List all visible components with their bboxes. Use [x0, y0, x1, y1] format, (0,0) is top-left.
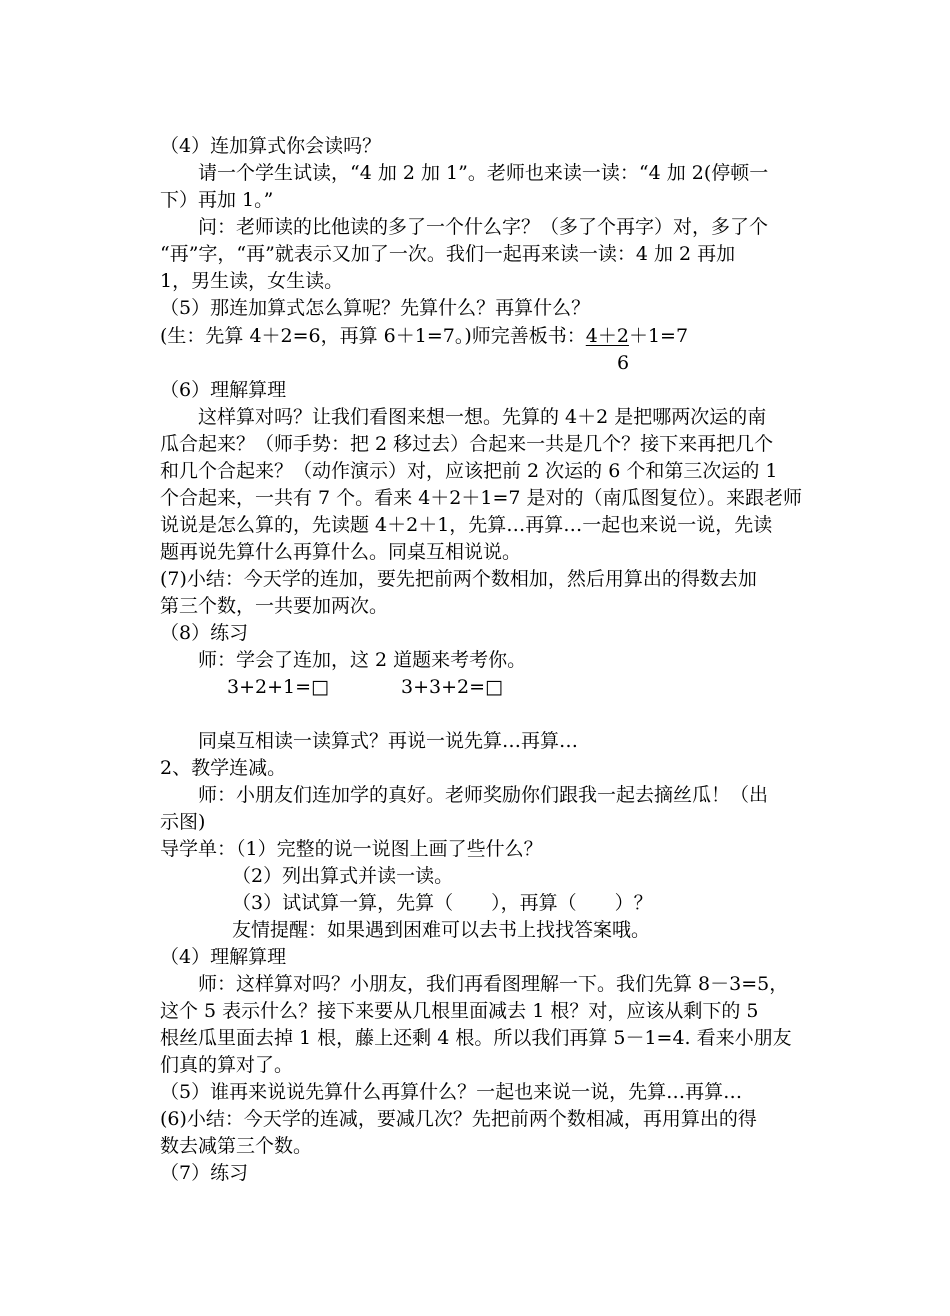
heading-5-compute: （5）那连加算式怎么算呢？先算什么？再算什么？: [160, 297, 591, 319]
paragraph-line: 说说是怎么算的，先读题 4＋2＋1，先算…再算…一起也来说一说，先读: [160, 514, 773, 536]
friendly-reminder: 友情提醒：如果遇到困难可以去书上找找答案哦。: [232, 919, 651, 941]
intermediate-result: 6: [617, 352, 630, 374]
heading-6-reasoning: （6）理解算理: [160, 379, 287, 401]
guide-sheet-item-3: （3）试试算一算，先算（ ），再算（ ）？: [232, 892, 653, 914]
paragraph-line: 题再说先算什么再算什么。同桌互相说说。: [160, 541, 522, 563]
summary-line: (6)小结：今天学的连减，要减几次？先把前两个数相减，再用算出的得: [160, 1108, 757, 1130]
paragraph-line: 请一个学生试读，“4 加 2 加 1”。老师也来读一读：“4 加 2(停顿一: [198, 162, 769, 184]
paragraph-line: 和几个合起来？（动作演示）对，应该把前 2 次运的 6 个和第三次运的 1: [160, 460, 778, 482]
paragraph-line: “再”字，“再”就表示又加了一次。我们一起再来读一读：4 加 2 再加: [160, 243, 736, 265]
exercise-1: 3+2+1=□: [227, 676, 329, 698]
paragraph-line: 根丝瓜里面去掉 1 根，藤上还剩 4 根。所以我们再算 5－1=4. 看来小朋友: [160, 1027, 792, 1049]
paragraph-line: 瓜合起来？（师手势：把 2 移过去）合起来一共是几个？接下来再把几个: [160, 433, 774, 455]
paragraph-line: 下）再加 1。”: [160, 189, 274, 211]
guide-sheet-item-2: （2）列出算式并读一读。: [232, 865, 454, 887]
board-writing-line: [160, 323, 688, 349]
expression-rest: ＋1=7: [628, 325, 689, 347]
paragraph-line: 问：老师读的比他读的多了一个什么字？（多了个再字）对，多了个: [198, 216, 769, 238]
guide-sheet-item-1: 导学单：（1）完整的说一说图上画了些什么？: [160, 838, 543, 860]
paragraph-line: 师：这样算对吗？小朋友，我们再看图理解一下。我们先算 8－3=5，: [198, 973, 789, 995]
paragraph-line: 个合起来，一共有 7 个。看来 4＋2＋1=7 是对的（南瓜图复位）。来跟老师: [160, 487, 803, 509]
paragraph-line: 同桌互相读一读算式？再说一说先算…再算…: [198, 730, 579, 752]
paragraph-line: 师：学会了连加，这 2 道题来考考你。: [198, 649, 527, 671]
section-2-heading: 2、教学连减。: [160, 757, 287, 779]
summary-line: (7)小结：今天学的连加，要先把前两个数相加，然后用算出的得数去加: [160, 568, 757, 590]
paragraph-line: 这样算对吗？让我们看图来想一想。先算的 4＋2 是把哪两次运的南: [198, 406, 767, 428]
paragraph-line: 1，男生读，女生读。: [160, 270, 344, 292]
paragraph-line: 师：小朋友们连加学的真好。老师奖励你们跟我一起去摘丝瓜！（出: [198, 784, 769, 806]
heading-4-read: （4）连加算式你会读吗？: [160, 135, 382, 157]
paragraph-line: 示图): [160, 811, 206, 833]
summary-line: 第三个数，一共要加两次。: [160, 595, 389, 617]
underlined-expression: 4＋2: [585, 325, 629, 347]
heading-8-practice: （8）练习: [160, 622, 249, 644]
summary-line: 数去减第三个数。: [160, 1135, 313, 1157]
heading-4-reasoning: （4）理解算理: [160, 946, 287, 968]
exercise-2: 3+3+2=□: [401, 676, 503, 698]
paragraph-line: 这个 5 表示什么？接下来要从几根里面减去 1 根？对，应该从剩下的 5: [160, 1000, 759, 1022]
board-writing-text: (生：先算 4＋2=6，再算 6＋1=7。)师完善板书：: [160, 325, 586, 347]
heading-5-say: （5）谁再来说说先算什么再算什么？一起也来说一说，先算…再算…: [160, 1081, 743, 1103]
heading-7-practice: （7）练习: [160, 1162, 249, 1184]
paragraph-line: 们真的算对了。: [160, 1054, 294, 1076]
